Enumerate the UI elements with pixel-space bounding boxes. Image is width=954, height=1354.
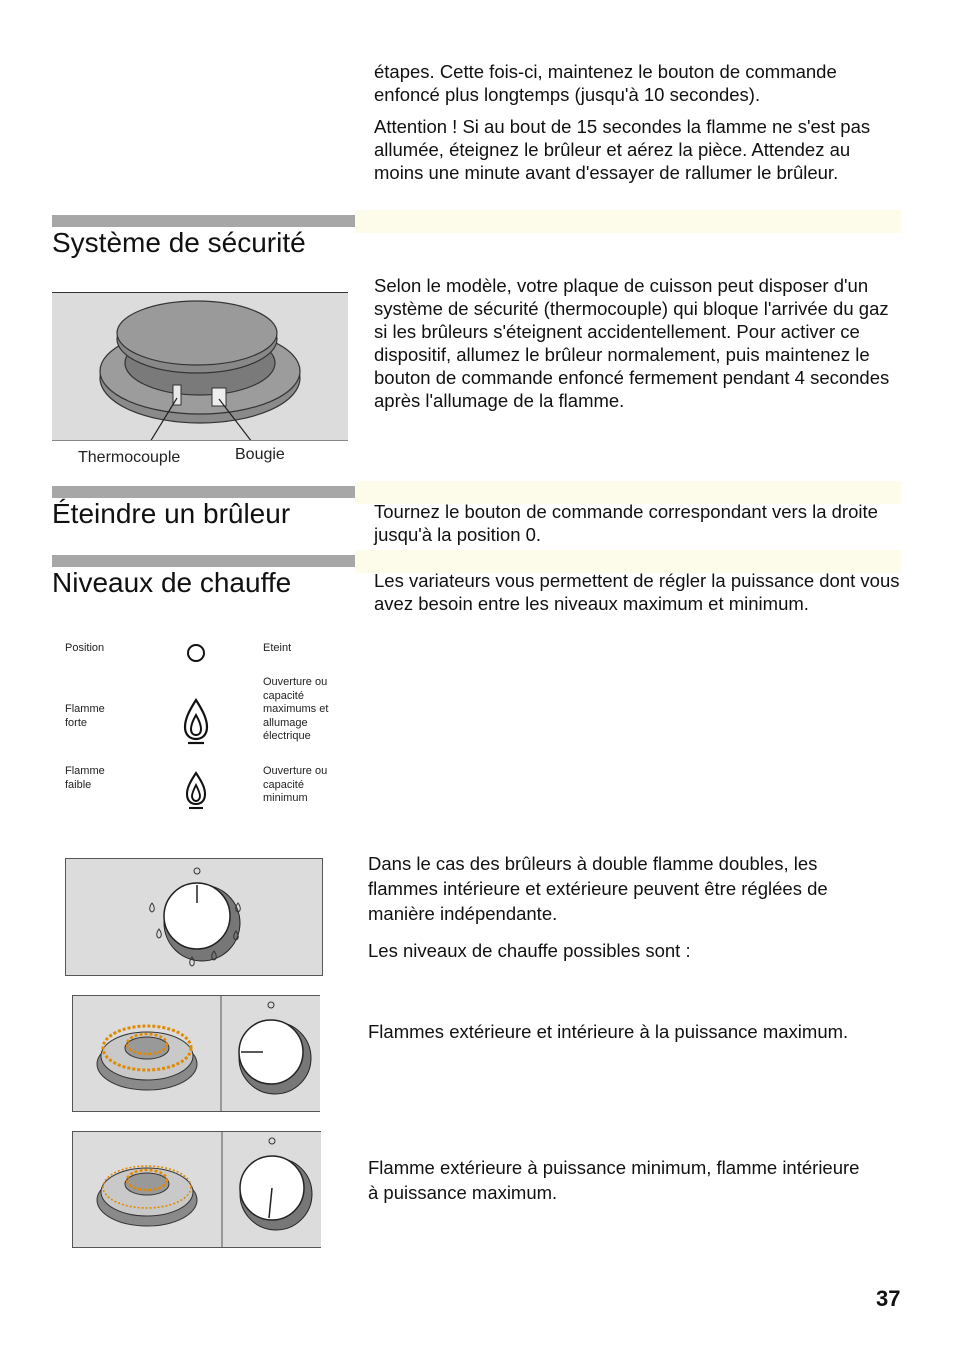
table-left-position: Position: [65, 642, 105, 654]
heading-niveaux: Niveaux de chauffe: [52, 567, 292, 598]
label-thermocouple: Thermocouple: [78, 449, 181, 466]
burner-max-figure: [72, 995, 320, 1112]
double-text: [368, 851, 868, 972]
heading-eteindre: Éteindre un brûleur: [52, 498, 291, 529]
double-paragraph-3: Flammes extérieure et intérieure à la puissance maximum.: [368, 1021, 849, 1042]
intro-paragraph-1: étapes. Cette fois-ci, maintenez le bouton de commande enfoncé plus longtemps (jusqu'à 10 secondes).: [374, 61, 837, 105]
page-number: 37: [876, 1286, 901, 1311]
section-bar: [52, 486, 355, 498]
label-bougie: Bougie: [235, 446, 285, 463]
table-right-min: Ouverture ou capacité minimum: [263, 765, 328, 804]
small-flame-icon: [184, 770, 208, 815]
section-bar: [52, 555, 355, 567]
circle-off-icon: [185, 642, 207, 669]
table-left-flamme-forte: Flamme forte: [65, 703, 105, 729]
section-bar: [52, 215, 355, 227]
double-paragraph-2: Les niveaux de chauffe possibles sont :: [368, 940, 691, 961]
securite-text: Selon le modèle, votre plaque de cuisson peut disposer d'un système de sécurité (thermocouple) qui bloque l'arrivée du gaz si les brûleurs s'éteignent accidentellement. Pour activer ce dispositif, allumez le brûleur normalement, puis maintenez le bouton de commande enfoncé fermement pendant 4 secondes après l'allumage de la flamme.: [374, 275, 890, 411]
table-right-max: Ouverture ou capacité maximums et allumage électrique: [263, 676, 329, 742]
burner-min-max-figure: [72, 1131, 321, 1248]
table-right-eteint: Eteint: [263, 642, 292, 654]
burner-thermocouple-figure: [52, 292, 348, 441]
intro-paragraph-2: Attention ! Si au bout de 15 secondes la flamme ne s'est pas allumée, éteignez le brûleur et aérez la pièce. Attendez au moins une minute avant d'essayer de rallumer le brûleur.: [374, 116, 871, 183]
table-left-flamme-faible: Flamme faible: [65, 765, 105, 791]
eteindre-text: Tournez le bouton de commande correspondant vers la droite jusqu'à la position 0.: [374, 501, 878, 545]
niveaux-text: Les variateurs vous permettent de régler la puissance dont vous avez besoin entre les niveaux maximum et minimum.: [374, 570, 900, 614]
double-paragraph-1: Dans le cas des brûleurs à double flamme doubles, les flammes intérieure et extérieure peuvent être réglées de manière indépendante.: [368, 853, 828, 924]
double-flame-knob-figure: [65, 858, 323, 976]
intro-text: [374, 60, 904, 193]
heading-securite: Système de sécurité: [52, 227, 306, 258]
large-flame-icon: [181, 697, 211, 750]
section-band: [355, 210, 901, 233]
double-paragraph-4: Flamme extérieure à puissance minimum, flamme intérieure à puissance maximum.: [368, 1157, 860, 1203]
